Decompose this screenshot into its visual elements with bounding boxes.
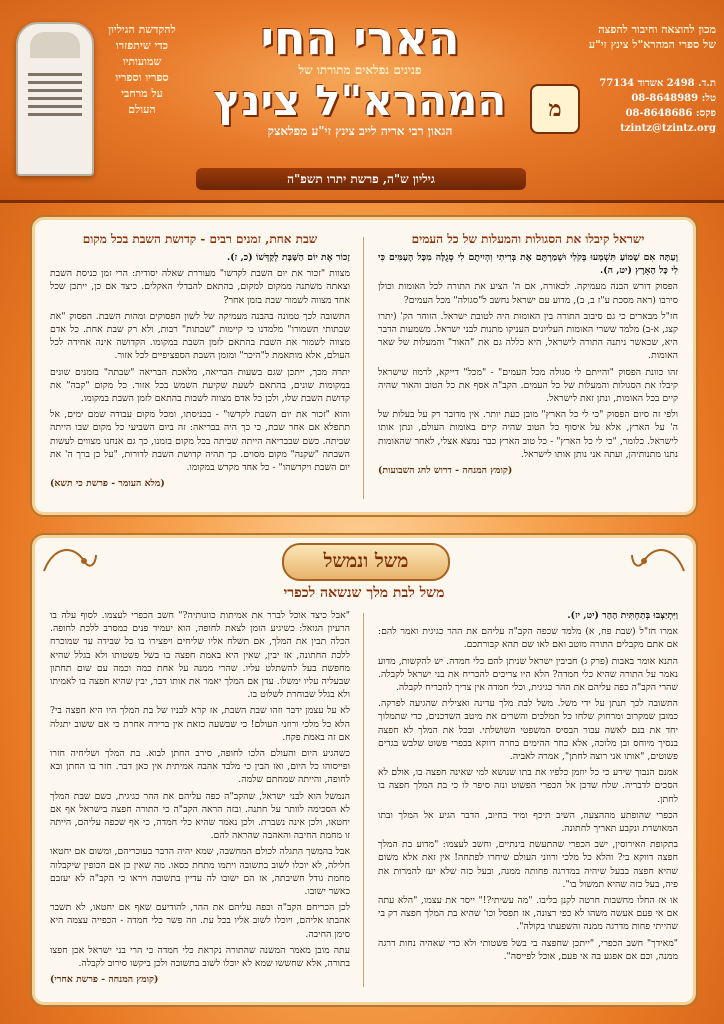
contact-fax: פקס: 08-8648686 (625, 108, 716, 119)
article-paragraph: או אז החלו מחשבות חרטה לקנן בליבו. "מה עשיתי?!" ייסר את עצמו, "הלא עתה אם אי פעם אעשה משהו לא כפי רצונה, אז תפסל וכו' שהיא בת המלך חפצה רק בי שהייתי פחות מדרגה ממנה והשפעתו בקולה". (378, 895, 678, 933)
article-paragraph: יתרה מכך, ייתכן שגם בשעות הבריאה, מלאכת הבריאה "שבתה" בזמנים שונים במקומות שונים, בהתאם לשעת שקיעת השמש בכל אזור. כל מקום "קבה" את קדושת השבת שלו, ולכן כל אדם מצווה לשבות בהתאם לזמן השבת במקומו. (50, 366, 350, 405)
article-title: שבת אחת, זמנים רבים - קדושת השבת בכל מקום (82, 232, 318, 246)
dedication-line: על מרחבי (121, 87, 163, 100)
newsletter-subtitle: פנינים נפלאים מתורתו של (298, 63, 422, 77)
flourish-ornament-icon (628, 541, 688, 579)
articles-panel (30, 215, 698, 517)
article-paragraph: עתה מובן מאמר המשנה שהתורה נקראת כלי חמדה כי הרי בני ישראל אכן חפצו בתורה, אלא שחששו שמא לא יוכלו לשוב בתשובה ולכן ביקשו סירוב לקבלה. (50, 944, 350, 970)
newsletter-title: הארי החי (260, 11, 460, 65)
mashal-panel (30, 533, 698, 1007)
institute-line: של ספרי המהרא"ל צינץ זי"ע (588, 38, 716, 51)
article-paragraph: אמרו חז"ל (שבת פח, א) מלמד שכפה הקב"ה עליהם את ההר כגיגית ואמר להם: אם אתם מקבלים התורה מוטב ואם לאו שם תהא קבורתכם. (378, 626, 678, 651)
article-paragraph: הכפרי שהופתע מההצעה, השיב תיכף ומיד בחיוב, הדבר הגיע אל המלך ובתו המאושרת ונקבע תאריך לחתונה. (378, 809, 678, 835)
article-verse: וְעַתָּה אִם שָׁמוֹעַ תִּשְׁמְעוּ בְּקֹלִי וּשְׁמַרְתֶּם אֶת בְּרִיתִי וִהְיִיתֶם לִי סְגֻלָּה מִכָּל הָעַמִּים כִּי לִי כָּל הָאָרֶץ (יט, ה). (378, 252, 678, 277)
column-divider (363, 613, 364, 987)
article-title: ישראל קיבלו את הסגולות והמעלות של כל העמים (411, 232, 645, 246)
article-paragraph: הנמשל הוא לבני ישראל, שהקב"ה כפה עליהם את ההר כגיגית, כשם שבת המלך לא הסכימה לוותר על חתנה. ובזה הראה הקב"ה כי התורה חפצה בישראל אף אם יחטאו, ולכן אינה נשברת. ולכן נאמר שהיא כלי חמדה, כי אף שכפה עליהם, הייתה זו מחמת החיבה והאהבה שהראה להם. (50, 790, 350, 842)
dedication-line: ספריו וספריו (115, 71, 169, 84)
flourish-ornament-icon (40, 541, 100, 579)
article-verse: וַיִּתְיַצְּבוּ בְּתַחְתִּית הָהָר (יט, יז). (567, 610, 678, 621)
article-paragraph: "אבל כיצד אוכל לברר את אמיתות כוונותיה?" חשב הכפרי לעצמו. לסוף עלה בו הרעיון הגואל: כשיגיע הזמן לצאת לחופה, הוא יעמיד פנים כמסרב ללכת לחופה. הכלה תבין את המלך, אם תשלח אליו שליחים ויפצירו בו כל שבידה עד שמוכרח ללכת החתונה, אז יבין, שאין היא באמת חפצה בו בשל פשטותו ולא בגלל שהיא מחפשת בעל להשתלט עליו. שהרי ממנה על אחת כמה וכמה עם שום תחתון שבעליה עליו ימשלו. עדן אם המלך יאמר את אותו דבר, יבין שהיא חפצה בו לאמיתו ולא בגלל שבוחרת לשלוט בו. (50, 610, 350, 701)
torah-ark-image (16, 22, 94, 176)
dedication-line: שמועותיו (122, 55, 162, 68)
rabbi-full-name: הגאון רבי אריה לייב צינץ זי"ע מפלאצק (267, 124, 453, 138)
institute-line: מכון להוצאה וחיבור להפצה (598, 23, 716, 36)
dedication-line: להקדשת הגיליון (108, 23, 176, 36)
article-verse: זָכוֹר אֶת יוֹם הַשַּׁבָּת לְקַדְּשׁוֹ (כ, ז). (226, 252, 350, 263)
contact-email[interactable]: tzintz@tzintz.org (620, 123, 716, 134)
article-paragraph: הפסוק דורש הבנה מעמיקה. לכאורה, אם ה' הציע את התורה לכל האומות וכולן סירבו (ראה מסכת ע"ז ב, ב), מדוע עם ישראל נחשב ל"סגולה" מכל העמים? (378, 281, 678, 306)
article-paragraph: לכן הכריחם הקב"ה וכפה עליהם את ההר, להודיעם שאף אם יחטאו, לא תשבר אהבתו אליהם, ויוכלו לשוב אליו בכל עת. וזה פשר כלי חמדה - הכפייה עצמה היא סימן החיבה. (50, 902, 350, 940)
article-shabbat (50, 231, 350, 493)
contact-phone: טל: 08-8648989 (631, 93, 716, 104)
article-paragraph: מצוות "זכור את יום השבת לקדשו" מעוררת שאלה יסודית: הרי זמן כניסת השבת וצאתה משתנה ממקום למקום, בהתאם להבדלי האקלים. כיצד אם כן, ייתכן שכל אחד מצווה לשמור שבת בזמן אחר? (50, 268, 350, 306)
article-source: (מלא העומר - פרשת כי תשא) (50, 478, 165, 490)
article-source: (קומץ המנחה - דרוש לחג השבועות) (378, 465, 513, 477)
article-paragraph: בתקופת האירוסין, ישב הכפרי שהתעשת בינתיים, וחשב לעצמו: "מדוע בת המלך חפצה דווקא בי? והלא כל מלכי ורוזני העולם שיחרו לפתחה! אין זאת אלא משום שהיא חפצה בבעל שיהיה במדרגה פחותה ממנה, ובעל כזה שלא יעז להמרות את פיה, בעל כזה שהיא תמשול בו". (378, 839, 678, 890)
article-paragraph: "מאידך" חשב הכפרי, "ייתכן שחפצה בי בשל פשטותי ולא כדי שאהיה נחות דרגה ממנה, וכם אם אפגע בה אי פעם, אוכל לפייסה". (378, 937, 678, 962)
mashal-right-column (378, 609, 678, 966)
dedication-text (92, 22, 192, 118)
title-block (200, 11, 520, 139)
article-paragraph: התשובה לכך תנתן על ידי משל. משל לבת מלך עדינה ואצילית שהגיעה לפרקה. כמובן שמקרוב ומרחוק שלחו כל המלכים והשרים את מיטב השדכנים, כדי שתמלוך יחד את בנם לאשה עבור הבסיס המשפטי השושלתי. ובכל את המלך לא חפצה בנסיך מיוחס ובן מלוכה, אלא בחר ההימים בחרה דווקא בכפרי פשוט שלבש בגדים פשוטים, "אותו אני רוצה לחתן", אמרה לאביה. (378, 698, 678, 763)
article-paragraph: ולפי זה סיום הפסוק "כי לי כל הארץ" מובן כעת יותר. אין מדובר רק על בעלות של ה' על הארץ, אלא על איסוף כל הטוב שהיה קיים באומות העולם, ונתן אותו לישראל. כלומר, "כי לי כל הארץ" - כל טוב הארץ כבר נמצא אצלי, לאחר שהאומות נתנו מתנותיהן, ועתה אני נותן אותו לישראל. (378, 409, 678, 460)
article-paragraph: חז"ל מבארים כי גם סיבוב התורה בין האומות היה לטובת ישראל. הזוהר הק' (יתרו קצג, א-ב) מלמד ששרי האומות העליונים העניקו מתנות לבני ישראל. משמעות הדבר היא, שכאשר ניתנה התורה לישראל, היא כללה גם את "האור" והמעלות של שאר האומות. (378, 310, 678, 362)
dedication-line: העולם (128, 103, 156, 116)
contact-address: ת.ד. 2498 אשדוד 77134 (599, 78, 716, 89)
mashal-banner: משל ונמשל (282, 543, 450, 581)
publisher-block (530, 22, 716, 134)
rabbi-name-title: המהרא"ל צינץ (213, 76, 507, 125)
publisher-logo: מ (530, 84, 580, 134)
article-segulot (378, 231, 678, 480)
article-paragraph: התשובה לכך טמונה בהבנה מעמיקה של לשון הפסוקים ומהות השבת. הפסוק "את שבתותי תשמורו" מלמדנו כי קיימות "שבתות" רבות, ולא רק שבת אחת. כל אדם מצווה לשמור את השבת בהתאם לזמן השבת במקומו. הקדושה אינה אחידה לכל העולם, אלא מותאמת ל"היכר" ומזמן השבת הספציפיים לכל אזור. (50, 310, 350, 362)
article-source: (קומץ המנחה - פרשת אחרי) (50, 974, 159, 986)
dedication-block (6, 22, 192, 172)
institute-name (530, 22, 716, 52)
article-paragraph: והוא "זכור את יום השבת לקדשו" - בכניסתו, ומכל מקום עבודה שמם ימים, אל תתפלא אם אחר שבת, כי כך היה בבריאה: זה ביום השביעי כל מקום שבו הייתה שביתה. כשם שבבריאה הייתה שביתה בכל מקום בזמנו, כך גם אנחנו מצווים לעשות השבתה "שקנה" מקום מסוים. כך תהיה קדושת השבת לדורות, "על כן ברך ה' את יום השבת ויקדשהו" - כל אחד מקדש במקומו. (50, 409, 350, 474)
article-paragraph: זהו כוונת הפסוק "והייתם לי סגולה מכל העמים" - "מכל" דייקא, לרמוז שישראל קיבלו את הסגולות והמעלות של כל העמים. הקב"ה אסף את כל הטוב והאור שהיה קיים בכל האומות, ונתן זאת לישראל. (378, 366, 678, 405)
mashal-title: משל לבת מלך שנשאה לכפרי (283, 585, 445, 601)
contact-info (592, 76, 716, 136)
article-paragraph: אמנם הנבוך שידע כי כל יוזמן כלפיו את בתו שנושא למי שאינה חפצה בו, אולם לא הסכים לדבריה. שלח שדכן אל הכפרי הפשוט ונזה סיפר לו כי בת המלך חפצה בו לחתן. (378, 767, 678, 805)
masthead (0, 0, 724, 203)
article-paragraph: לא על עצמן ידבר וזהו שבת השבת, אז קרא לבניו של בת המלך היו היא חפצה בי? הלא כל מלכי ורוזני העולם! כי שבשעה כזאת אין ברירה אחרת כי אם ששוב יתגלה אם זה באמת פקח. (50, 705, 350, 743)
column-divider (363, 237, 364, 499)
article-paragraph: התנא אומר באבות (פרק ג) חביבין ישראל שניתן להם כלי חמדה. יש להקשות, מדוע נאמר על התורה שהיא כלי חמדה? הלא היו צריכים להכריח את בני ישראל לקבלה. שהרי הקב"ה כפה עליהם את ההר כגיגית, וכלי חמדה אין צריך להכריח לקבלה. (378, 655, 678, 694)
article-paragraph: אבל בהמשך התגלה לכולם המחשבה, שמא יהיה הדבר בעוכריהם, ומשום אם יחטאו חלילה, לא יוכלו לשוב בתשובה ויתמו מתחת כסאו. מה שאין כן אם הכופין שיקבלוה מחמת גודל חשיבתה, אז הם ישובו לה עדיין בתשובה ויראו כי הקב"ה לא יעזבם כאשר ישובו. (50, 846, 350, 898)
dedication-line: כדי שיתפזרו (115, 39, 169, 52)
mashal-left-column (50, 609, 350, 989)
issue-bar: גיליון ש"ה, פרשת יתרו תשפ"ה (196, 168, 526, 190)
article-paragraph: כשהגיע היום והעולם הלכו לחופה, סירב החתן לבוא. בת המלך ושליחיה חזרו ופייסוהו כל היום, ואז הבין כי מלבד אהבה אמיתית אין כאן דבר. חזר בו החתן ובא לחופה, והייתה שמחתם שלמה. (50, 748, 350, 786)
